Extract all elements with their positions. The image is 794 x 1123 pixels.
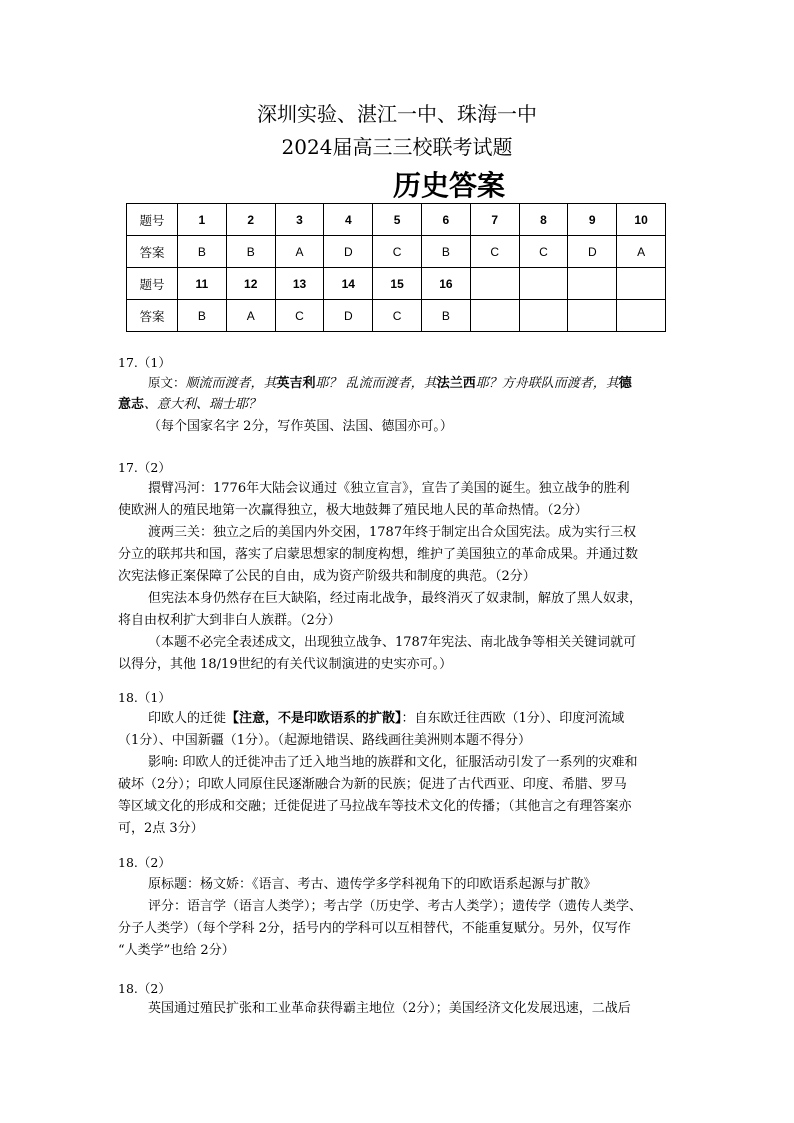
row-label-answer: 答案 bbox=[127, 236, 178, 268]
source-quote-line-2 bbox=[118, 394, 261, 417]
answer-text: ：自东欧迁往西欧（1分）、印度河流域 bbox=[401, 711, 625, 726]
attention-note: 【注意，不是印欧语系的扩散】 bbox=[226, 711, 402, 726]
answer-line: 英国通过殖民扩张和工业革命获得霸主地位（2分）；美国经济文化发展迅速，二战后 bbox=[148, 1001, 631, 1016]
country-name: 意志 bbox=[118, 397, 145, 412]
question-number: 6 bbox=[421, 204, 470, 236]
empty-cell bbox=[617, 268, 666, 300]
answer-line: 次宪法修正案保障了公民的自由，成为资产阶级共和制度的典范。（2分） bbox=[118, 569, 536, 584]
answer-cell: D bbox=[324, 300, 373, 332]
source-quote-line-1 bbox=[148, 372, 632, 396]
question-number: 5 bbox=[373, 204, 422, 236]
question-number: 9 bbox=[568, 204, 617, 236]
table-row bbox=[127, 236, 666, 268]
answer-line: 破坏（2分）；印欧人同原住民逐渐融合为新的民族；促进了古代西亚、印度、希腊、罗马 bbox=[118, 777, 627, 792]
question-heading: 17.（2） bbox=[118, 460, 171, 475]
question-heading: 17.（1） bbox=[118, 355, 171, 370]
source-label: 原文： bbox=[148, 375, 186, 390]
country-name: 法兰西 bbox=[436, 376, 476, 391]
empty-cell bbox=[617, 300, 666, 332]
empty-cell bbox=[519, 300, 568, 332]
answer-line: 分立的联邦共和国，落实了启蒙思想家的制度构想，维护了美国独立的革命成果。并通过数 bbox=[118, 547, 639, 562]
answer-line: 以得分，其他 18/19世纪的有关代议制演进的史实亦可。） bbox=[118, 657, 453, 672]
question-heading: 18.（2） bbox=[118, 855, 171, 870]
row-label-question: 题号 bbox=[127, 268, 178, 300]
table-row bbox=[127, 300, 666, 332]
answer-line: 渡两三关：独立之后的美国内外交困，1787年终于制定出合众国宪法。成为实行三权 bbox=[148, 525, 637, 540]
empty-cell bbox=[568, 300, 617, 332]
answer-cell: A bbox=[617, 236, 666, 268]
answer-cell: B bbox=[421, 300, 470, 332]
question-number: 1 bbox=[178, 204, 227, 236]
answer-line: 擐臂冯河：1776年大陆会议通过《独立宣言》，宣告了美国的诞生。独立战争的胜利 bbox=[148, 481, 630, 496]
exam-title: 2024届高三三校联考试题 bbox=[281, 135, 513, 159]
scoring-note: （每个国家名字 2分，写作英国、法国、德国亦可。） bbox=[148, 419, 453, 434]
answer-cell: A bbox=[226, 300, 275, 332]
question-heading: 18.（2） bbox=[118, 981, 171, 996]
answer-cell: B bbox=[178, 236, 227, 268]
quote-text: 顺流而渡者，其 bbox=[185, 376, 277, 391]
table-row bbox=[127, 268, 666, 300]
answer-cell: B bbox=[178, 300, 227, 332]
question-number: 2 bbox=[226, 204, 275, 236]
question-number: 15 bbox=[373, 268, 422, 300]
question-number: 10 bbox=[617, 204, 666, 236]
answer-line: 将自由权利扩大到非白人族群。（2分） bbox=[118, 613, 341, 628]
answer-cell: B bbox=[421, 236, 470, 268]
quote-text: 耶？ 乱流而渡者，其 bbox=[315, 376, 437, 391]
answer-cell: C bbox=[275, 300, 324, 332]
quote-text: 、意大利、瑞士耶？ bbox=[144, 397, 262, 412]
quote-text: 耶？方舟联队而渡者，其 bbox=[475, 376, 619, 391]
question-number: 3 bbox=[275, 204, 324, 236]
empty-cell bbox=[470, 300, 519, 332]
answer-cell: D bbox=[324, 236, 373, 268]
empty-cell bbox=[470, 268, 519, 300]
subject-title: 历史答案 bbox=[393, 169, 506, 202]
question-number: 12 bbox=[226, 268, 275, 300]
answer-line: 分子人类学）（每个学科 2分，括号内的学科可以互相替代，不能重复赋分。另外，仅写作 bbox=[118, 921, 631, 936]
empty-cell bbox=[568, 268, 617, 300]
row-label-answer: 答案 bbox=[127, 300, 178, 332]
answer-text: 印欧人的迁徙 bbox=[148, 711, 227, 726]
table-row bbox=[127, 204, 666, 236]
question-number: 13 bbox=[275, 268, 324, 300]
question-number: 7 bbox=[470, 204, 519, 236]
answer-line: “人类学”也给 2分） bbox=[118, 943, 235, 958]
answer-cell: C bbox=[519, 236, 568, 268]
empty-cell bbox=[519, 268, 568, 300]
answer-line: 等区域文化的形成和交融；迁徙促进了马拉战车等技术文化的传播；（其他言之有理答案亦 bbox=[118, 799, 632, 814]
answer-line: 评分：语言学（语言人类学）；考古学（历史学、考古人类学）；遗传学（遗传人类学、 bbox=[148, 899, 643, 914]
answer-cell: A bbox=[275, 236, 324, 268]
answer-line: 影响: 印欧人的迁徙冲击了迁入地当地的族群和文化，征服活动引发了一系列的灾难和 bbox=[148, 755, 638, 770]
answer-line: （本题不必完全表述成文，出现独立战争、1787年宪法、南北战争等相关关键词就可 bbox=[148, 635, 637, 650]
question-number: 8 bbox=[519, 204, 568, 236]
question-heading: 18.（1） bbox=[118, 690, 171, 705]
question-number: 4 bbox=[324, 204, 373, 236]
question-number: 11 bbox=[178, 268, 227, 300]
answer-line bbox=[148, 708, 624, 731]
answer-cell: D bbox=[568, 236, 617, 268]
answer-line: 可，2点 3分） bbox=[118, 821, 204, 836]
answer-cell: C bbox=[470, 236, 519, 268]
question-number: 16 bbox=[421, 268, 470, 300]
question-number: 14 bbox=[324, 268, 373, 300]
answer-line: 使欧洲人的殖民地第一次赢得独立，极大地鼓舞了殖民地人民的革命热情。（2分） bbox=[118, 503, 588, 518]
answer-cell: C bbox=[373, 300, 422, 332]
answer-table bbox=[126, 203, 666, 332]
answer-line: 但宪法本身仍然存在巨大缺陷，经过南北战争，最终消灭了奴隶制，解放了黑人奴隶， bbox=[148, 591, 643, 606]
answer-cell: B bbox=[226, 236, 275, 268]
answer-cell: C bbox=[373, 236, 422, 268]
answer-line: （1分）、中国新疆（1分）。（起源地错误、路线画往美洲则本题不得分） bbox=[118, 733, 532, 748]
country-name: 德 bbox=[618, 376, 632, 391]
school-names: 深圳实验、湛江一中、珠海一中 bbox=[257, 102, 537, 126]
country-name: 英吉利 bbox=[276, 376, 316, 391]
answer-line: 原标题：杨文娇：《语言、考古、遗传学多学科视角下的印欧语系起源与扩散》 bbox=[148, 877, 597, 892]
row-label-question: 题号 bbox=[127, 204, 178, 236]
